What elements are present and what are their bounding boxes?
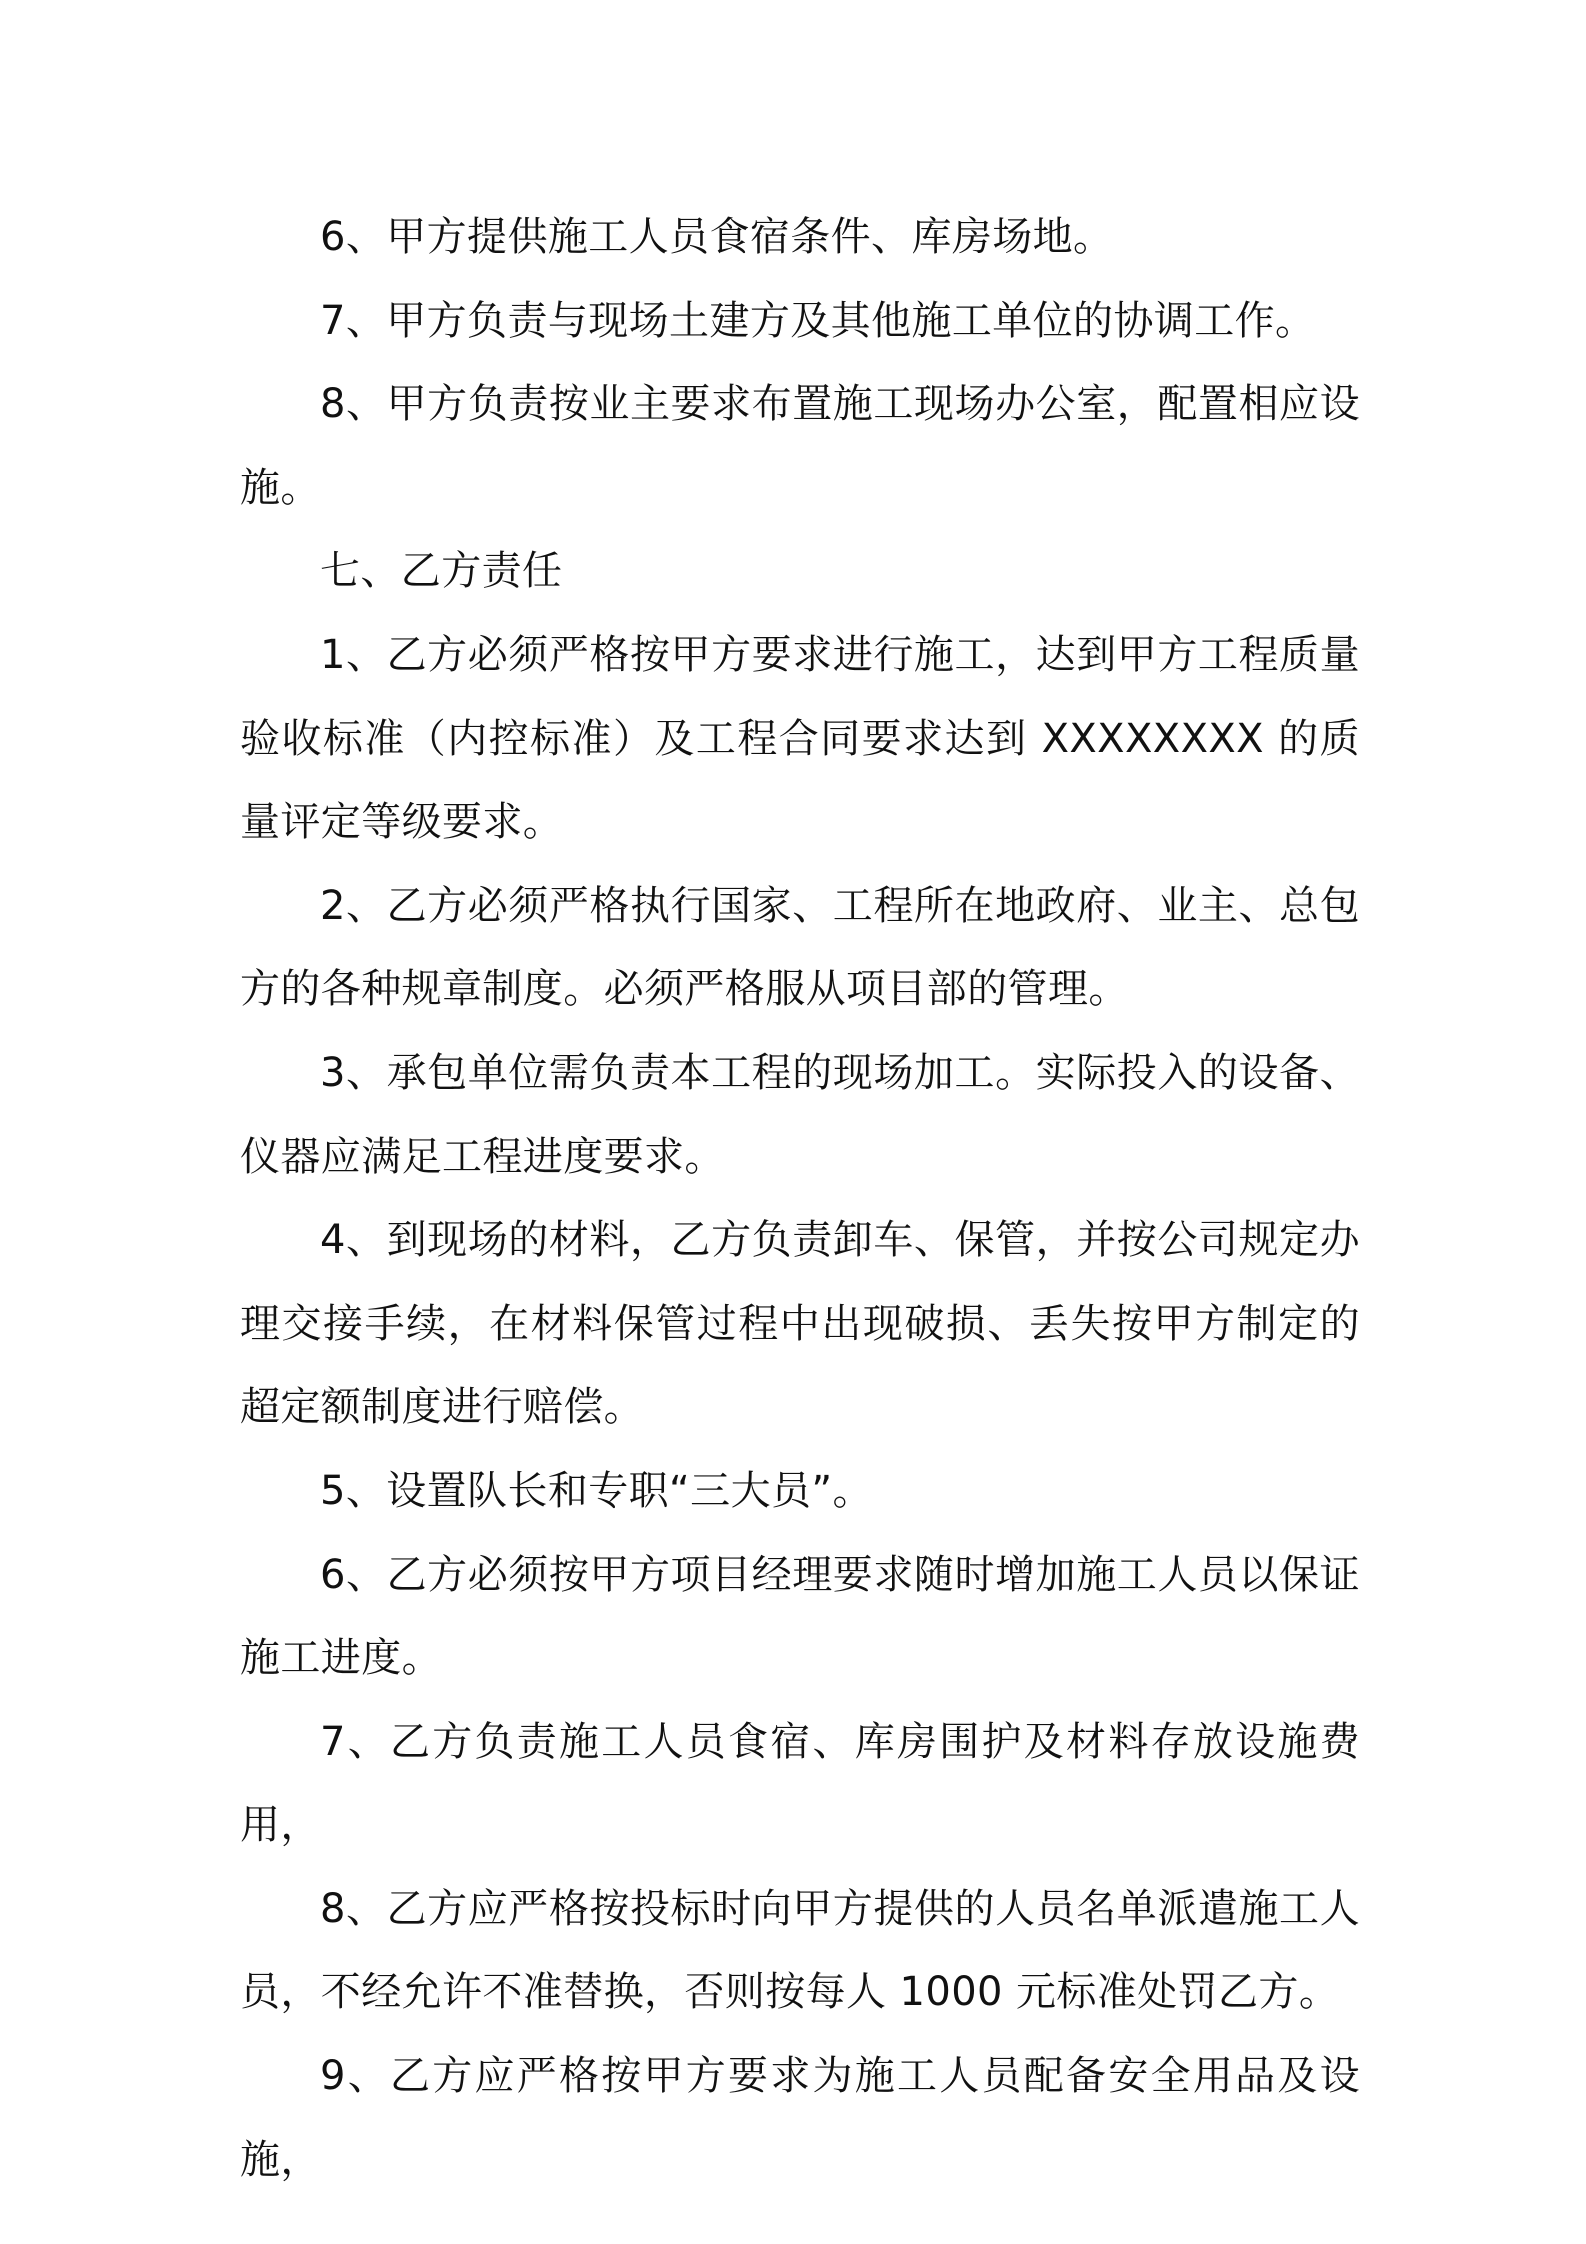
- paragraph-party-a-7: 7、甲方负责与现场土建方及其他施工单位的协调工作。: [320, 297, 1316, 344]
- section-heading-party-b: 七、乙方责任: [320, 548, 563, 595]
- paragraph-party-b-1: 1、乙方必须严格按甲方要求进行施工，达到甲方工程质量验收标准（内控标准）及工程合同要求达到 XXXXXXXX 的质量评定等级要求。: [240, 631, 1360, 846]
- document-body: [240, 196, 1360, 2202]
- paragraph-party-b-6: 6、乙方必须按甲方项目经理要求随时增加施工人员以保证施工进度。: [240, 1551, 1360, 1682]
- paragraph-party-b-4: 4、到现场的材料，乙方负责卸车、保管，并按公司规定办理交接手续，在材料保管过程中出现破损、丢失按甲方制定的超定额制度进行赔偿。: [240, 1217, 1360, 1431]
- paragraph-party-a-6: 6、甲方提供施工人员食宿条件、库房场地。: [320, 214, 1114, 260]
- paragraph-party-b-3: 3、承包单位需负责本工程的现场加工。实际投入的设备、仪器应满足工程进度要求。: [240, 1049, 1360, 1180]
- paragraph-party-b-2: 2、乙方必须严格执行国家、工程所在地政府、业主、总包方的各种规章制度。必须严格服从项目部的管理。: [240, 882, 1360, 1013]
- paragraph-party-a-8: 8、甲方负责按业主要求布置施工现场办公室，配置相应设施。: [240, 381, 1360, 511]
- paragraph-party-b-9: 9、乙方应严格按甲方要求为施工人员配备安全用品及设施，: [240, 2053, 1360, 2183]
- paragraph-party-b-7: 7、乙方负责施工人员食宿、库房围护及材料存放设施费用，: [240, 1718, 1360, 1849]
- paragraph-party-b-5: 5、设置队长和专职“三大员”。: [320, 1467, 873, 1514]
- paragraph-party-b-8: 8、乙方应严格按投标时向甲方提供的人员名单派遣施工人员，不经允许不准替换，否则按每人 1000 元标准处罚乙方。: [240, 1885, 1360, 2016]
